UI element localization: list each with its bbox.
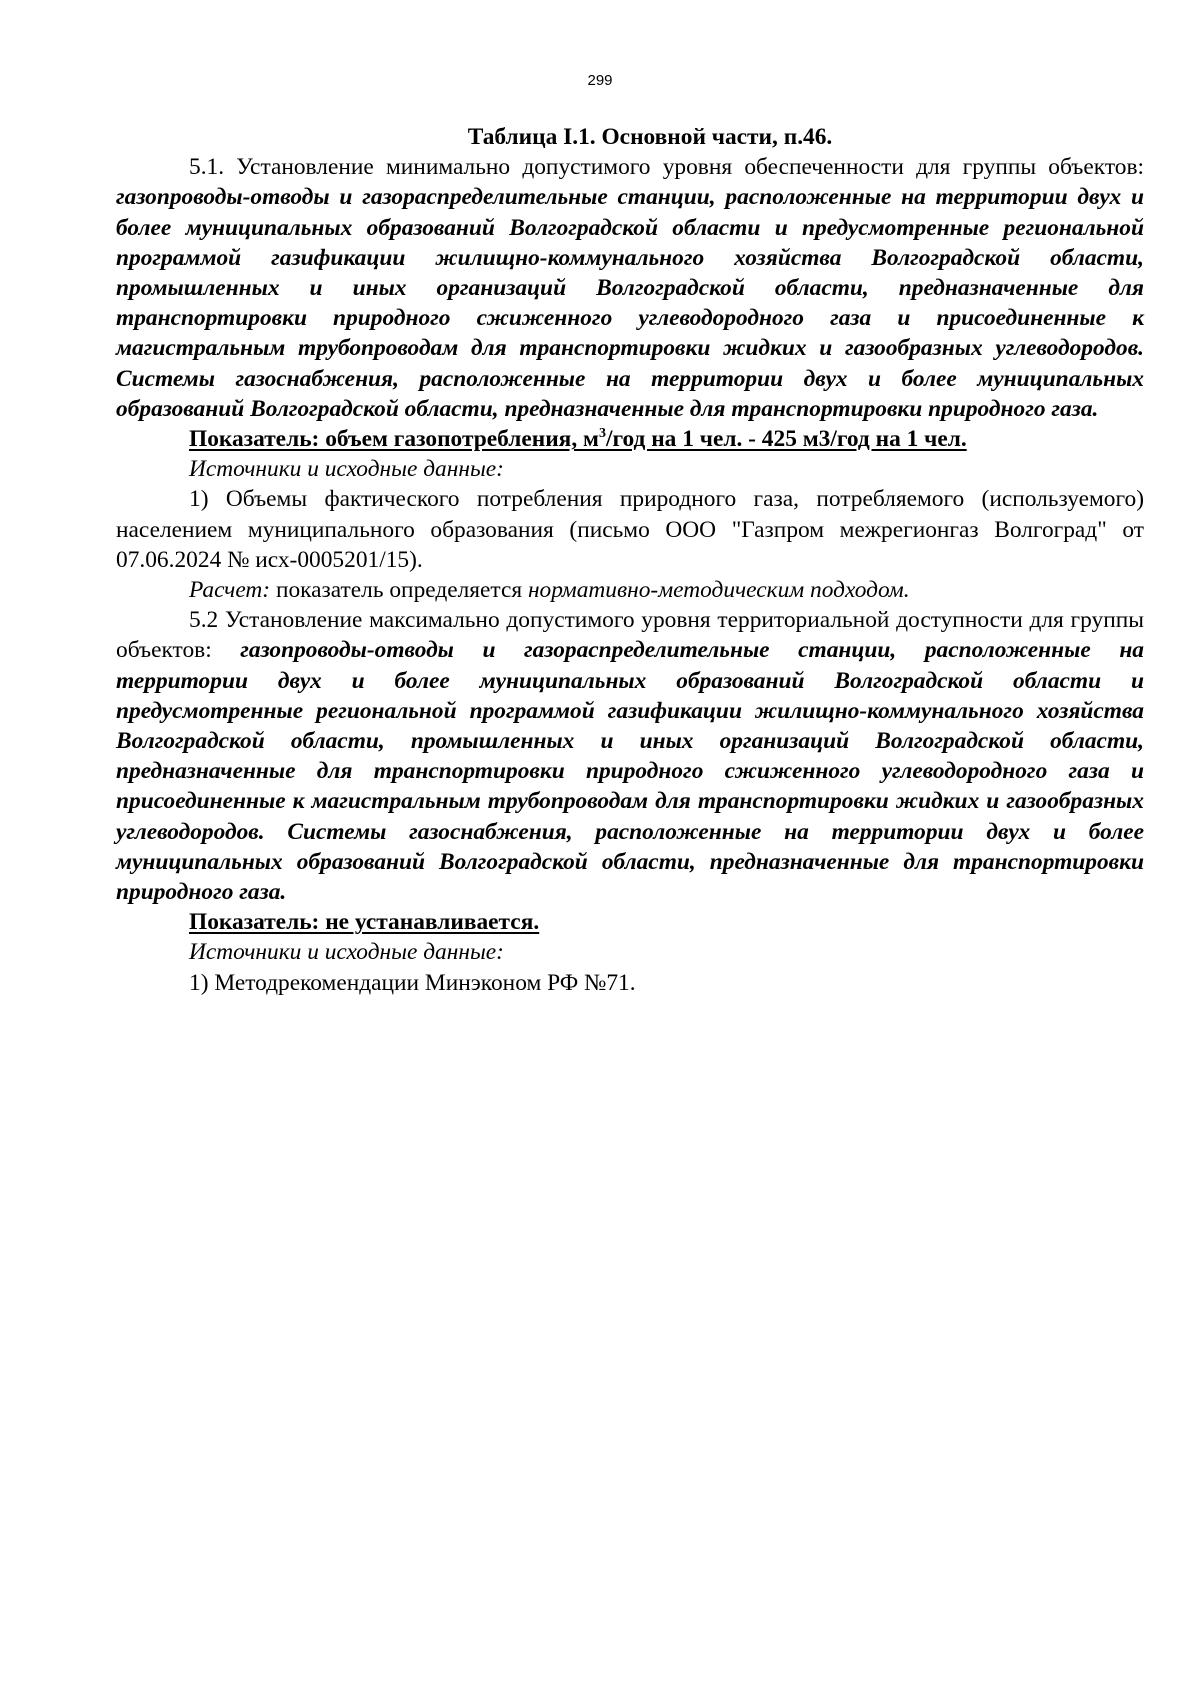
section-5-2-indicator [116, 907, 1144, 937]
section-5-1-paragraph [116, 152, 1144, 424]
table-title: Таблица I.1. Основной части, п.46. [467, 124, 833, 150]
section-5-2-paragraph [116, 605, 1144, 907]
section-5-2-source-1: 1) Методрекомендации Минэконом РФ №71. [189, 969, 636, 996]
section-5-2-objects: газопроводы-отводы и газораспределительные станции, расположенные на территории двух и более муниципальных образований Волгоградской области и предусмотренные региональной программой газификации жилищно-коммунального хозяйства Волгоградской области, промышленных и иных организаций Волгоградской области, предназначенные для транспортировки природного сжиженного углеводородного газа и присоединенные к магистральным трубопроводам для транспортировки жидких и газообразных углеводородов. Системы газоснабжения, расположенные на территории двух и более муниципальных образований Волгоградской области, предназначенные для транспортировки природного газа. [116, 637, 1144, 906]
section-5-1-objects: газопроводы-отводы и газораспределительные станции, расположенные на территории двух и более муниципальных образований Волгоградской области и предусмотренные региональной программой газификации жилищно-коммунального хозяйства Волгоградской области, промышленных и иных организаций Волгоградской области, предназначенные для транспортировки природного сжиженного углеводородного газа и присоединенные к магистральным трубопроводам для транспортировки жидких и газообразных углеводородов. Системы газоснабжения, расположенные на территории двух и более муниципальных образований Волгоградской области, предназначенные для транспортировки природного газа. [116, 184, 1144, 422]
document-body [116, 122, 1144, 998]
section-5-2-lead: 5.2 Установление максимально допустимого уровня территориальной доступности для группы объектов: [116, 607, 1144, 664]
indicator-superscript: 3 [598, 426, 606, 442]
section-5-2-sources-label: Источники и исходные данные: [189, 939, 504, 966]
page-number: 299 [587, 72, 613, 89]
section-5-1-source-1: 1) Объемы фактического потребления природного газа, потребляемого (используемого) населением муниципального образования (письмо ООО "Газпром межрегионгаз Волгоград" от 07.06.2024 № исх-0005201/15). [116, 486, 1144, 573]
section-5-1-indicator [116, 424, 1144, 454]
calc-text: показатель определяется [270, 577, 528, 604]
section-5-1-lead: 5.1. Установление минимально допустимого уровня обеспеченности для группы объектов: [189, 154, 1144, 181]
calc-label: Расчет: [189, 577, 271, 604]
section-5-1-sources-label: Источники и исходные данные: [189, 456, 504, 483]
indicator-text-start: Показатель: объем газопотребления, м [189, 426, 599, 453]
section-5-1-calculation [116, 575, 1144, 605]
indicator-text-end: /год на 1 чел. - 425 м3/год на 1 чел. [605, 426, 967, 453]
section-5-2-indicator-text: Показатель: не устанавливается. [189, 909, 540, 936]
calc-method: нормативно-методическим подходом. [527, 577, 910, 604]
